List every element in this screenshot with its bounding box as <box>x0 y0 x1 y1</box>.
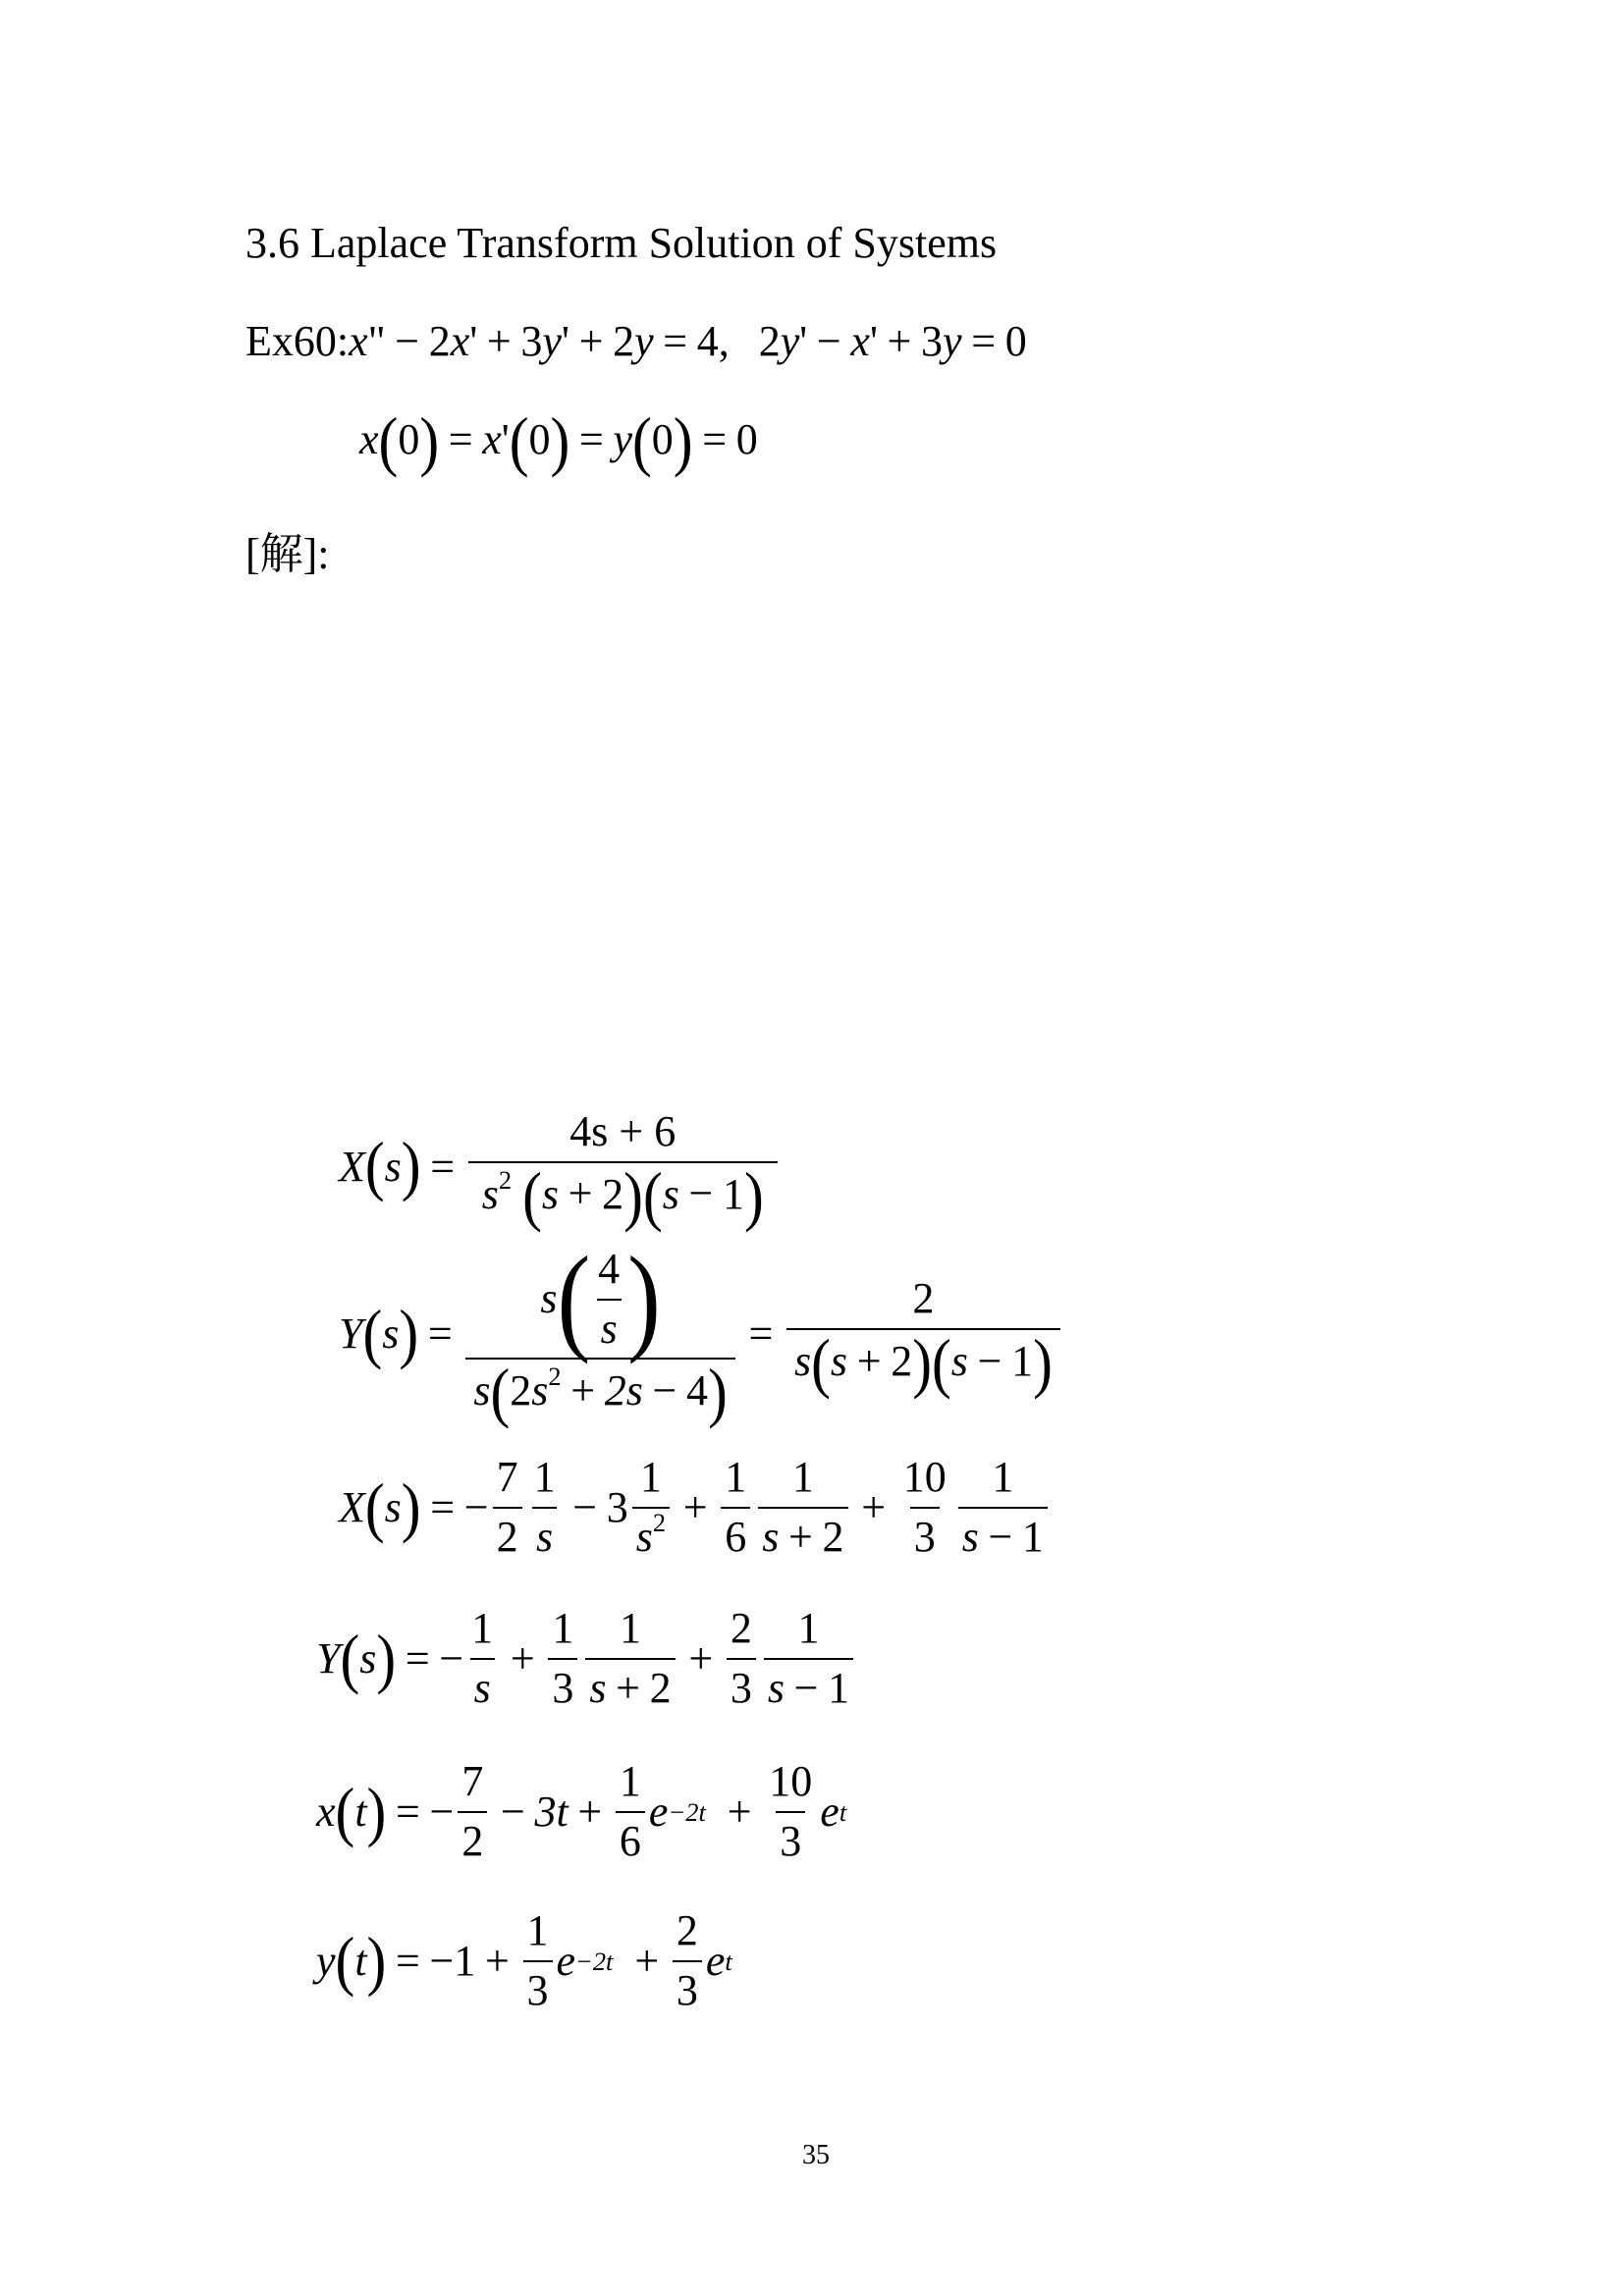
fraction: $\frac{1}{s - 1}$ <box>958 1453 1048 1562</box>
X-of-s-transform: X ( s ) = $\frac{4s + 6}{s^2 (s + 2)(s - 1)}$ <box>339 1107 782 1225</box>
fraction: $\frac{1}{s + 2}$ <box>758 1453 847 1562</box>
fraction: $\frac{1}{6}$ <box>616 1757 645 1866</box>
x-of-t-solution: x ( t ) = − $\frac{7}{2}$ − 3t + $\frac{1}{6}$ e −2t + $\frac{10}{3}$ e t <box>316 1757 847 1865</box>
fraction: $\frac{7}{2}$ <box>458 1757 487 1866</box>
y-of-t-solution: y ( t ) = − 1 + $\frac{1}{3}$ e −2t + $\frac{2}{3}$ e t <box>316 1906 732 2014</box>
fraction: $\frac{4s + 6}{s^2 (s + 2)(s - 1)}$ <box>468 1107 778 1225</box>
fraction: $\frac{1}{s}$ <box>533 1453 556 1561</box>
page-number: 35 <box>802 2140 830 2170</box>
X-of-s-partial-fractions: X ( s ) = − $\frac{7}{2}$ $\frac{1}{s}$ − 3 $\frac{1}{s^2}$ + $\frac{1}{6}$ $\frac{1}{s + 2}$ + $\frac{10}{3}$ $\frac{1}{s - 1}$ <box>339 1453 1052 1562</box>
fraction: $\frac{10}{3}$ <box>902 1453 947 1561</box>
system-equations: Ex60:x" − 2x' + 3y' + 2y = 4, 2y' − x' + 3y = 0 <box>245 317 1027 365</box>
fraction: $\frac{4}{s}$ <box>598 1245 621 1353</box>
section-title: 3.6 Laplace Transform Solution of Systems <box>245 219 998 267</box>
fraction: $\frac{1}{s}$ <box>471 1604 494 1712</box>
fraction: $\frac{7}{2}$ <box>493 1453 522 1562</box>
example-label: Ex60: <box>245 317 350 365</box>
initial-conditions: x(0) = x'(0) = y(0) = 0 <box>359 402 758 478</box>
fraction: $\frac{1}{s - 1}$ <box>764 1604 853 1713</box>
Y-of-s-partial-fractions: Y ( s ) = − $\frac{1}{s}$ + $\frac{1}{3}$ $\frac{1}{s + 2}$ + $\frac{2}{3}$ $\frac{1}{s - 1}$ <box>316 1604 857 1713</box>
fraction: $\frac{1}{3}$ <box>548 1604 577 1713</box>
fraction: $\frac{2}{3}$ <box>727 1604 756 1713</box>
fraction: s ( $\frac{4}{s}$ ) $s(2s^2 + 2s - 4)$ <box>465 1245 734 1422</box>
fraction: $\frac{2}{3}$ <box>673 1906 702 2015</box>
fraction: $\frac{1}{s + 2}$ <box>585 1604 675 1713</box>
Y-of-s-transform: Y ( s ) = s ( $\frac{4}{s}$ ) $s(2s^2 + 2s - 4)$ = $\frac{2}{s(s + 2)(s - 1)}$ <box>339 1245 1064 1422</box>
fraction: $\frac{10}{3}$ <box>769 1757 813 1865</box>
fraction: $\frac{1}{3}$ <box>523 1906 553 2015</box>
fraction: $\frac{2}{s(s + 2)(s - 1)}$ <box>786 1274 1060 1392</box>
solution-label: [解]: <box>245 530 330 578</box>
fraction: $\frac{1}{s^2}$ <box>632 1453 670 1562</box>
fraction: $\frac{1}{6}$ <box>721 1453 750 1562</box>
